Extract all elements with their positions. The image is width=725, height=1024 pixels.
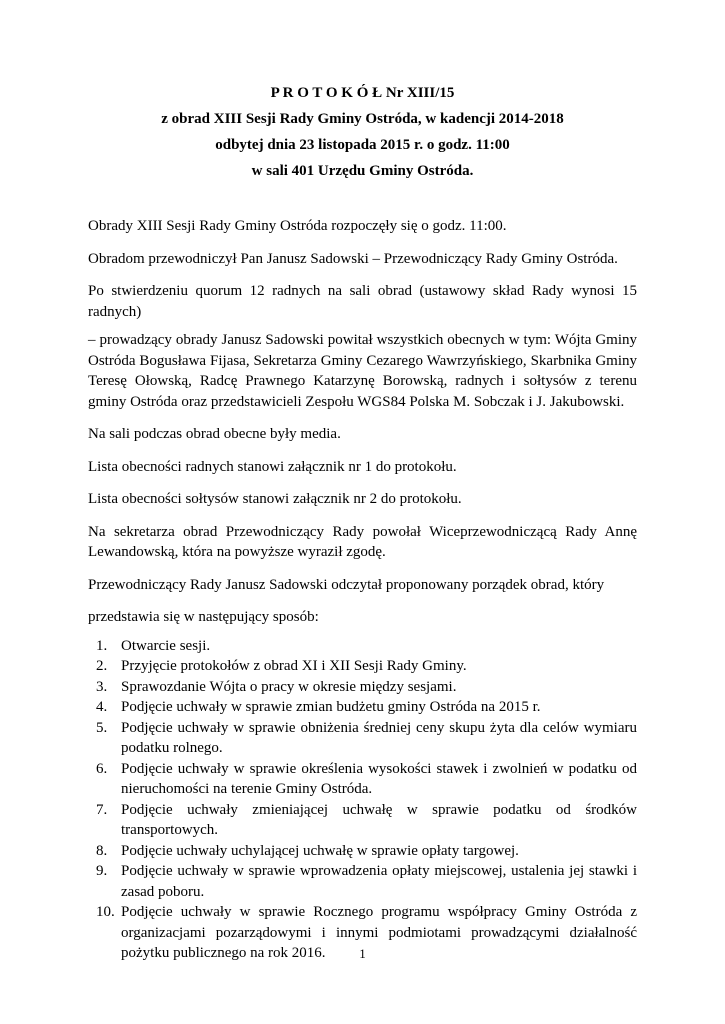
agenda-item-number: 7. (96, 801, 108, 818)
paragraph-agenda-intro-cont: przedstawia się w następujący sposób: (88, 609, 319, 625)
protocol-header (88, 80, 637, 184)
agenda-item-number: 5. (96, 719, 108, 736)
agenda-item (88, 800, 637, 841)
agenda-item (88, 841, 637, 862)
agenda-item-number: 9. (96, 863, 108, 879)
agenda-item-number: 8. (96, 842, 108, 859)
agenda-item-text: Podjęcie uchwały w sprawie zmian budżetu gminy Ostróda na 2015 r. (121, 699, 541, 715)
agenda-item-text: Podjęcie uchwały w sprawie określenia wysokości stawek i zwolnień w podatku od nieruchomości na terenie Gminy Ostróda. (121, 760, 637, 797)
session-subtitle: z obrad XIII Sesji Rady Gminy Ostróda, w kadencji 2014-2018 (161, 111, 564, 127)
agenda-item-text: Sprawozdanie Wójta o pracy w okresie między sesjami. (121, 678, 457, 695)
session-location: w sali 401 Urzędu Gminy Ostróda. (251, 163, 474, 179)
agenda-item-text: Podjęcie uchwały w sprawie obniżenia średniej ceny skupu żyta dla celów wymiaru podatku rolnego. (121, 719, 637, 756)
session-date: odbytej dnia 23 listopada 2015 r. o godz. 11:00 (215, 137, 510, 153)
agenda-item-number: 1. (96, 637, 108, 654)
agenda-item-text: Podjęcie uchwały w sprawie wprowadzenia opłaty miejscowej, ustalenia jej stawki i zasad poboru. (121, 863, 637, 900)
agenda-item-text: Podjęcie uchwały zmieniającej uchwałę w sprawie podatku od środków transportowych. (121, 801, 637, 838)
agenda-item (88, 861, 637, 902)
agenda-item (88, 759, 637, 800)
agenda-item-number: 10. (96, 904, 115, 920)
paragraph-attachment-1: Lista obecności radnych stanowi załącznik nr 1 do protokołu. (88, 458, 457, 475)
page-number: 1 (359, 946, 366, 961)
agenda-item-number: 2. (96, 658, 108, 674)
agenda-item (88, 697, 637, 718)
paragraph-opening: Obrady XIII Sesji Rady Gminy Ostróda rozpoczęły się o godz. 11:00. (88, 218, 507, 234)
agenda-item-number: 3. (96, 678, 108, 695)
agenda-item-number: 6. (96, 760, 108, 777)
agenda-item (88, 656, 637, 677)
agenda-item (88, 677, 637, 698)
agenda-item-number: 4. (96, 699, 108, 715)
agenda-item-text: Przyjęcie protokołów z obrad XI i XII Sesji Rady Gminy. (121, 658, 467, 674)
paragraph-agenda-intro: Przewodniczący Rady Janusz Sadowski odczytał proponowany porządek obrad, który (88, 576, 605, 593)
paragraph-secretary: Na sekretarza obrad Przewodniczący Rady powołał Wiceprzewodniczącą Rady Annę Lewandowską, która na powyższe wyraził zgodę. (88, 523, 637, 560)
protocol-title: P R O T O K Ó Ł Nr XIII/15 (270, 85, 455, 101)
agenda-item (88, 718, 637, 759)
agenda-item (88, 636, 637, 657)
agenda-item-text: Podjęcie uchwały w sprawie Rocznego programu współpracy Gminy Ostróda z organizacjami pozarządowymi i innymi podmiotami prowadzącymi działalność pożytku publicznego na rok 2016. (121, 904, 637, 961)
paragraph-media: Na sali podczas obrad obecne były media. (88, 426, 341, 442)
agenda-item-text: Podjęcie uchwały uchylającej uchwałę w sprawie opłaty targowej. (121, 842, 519, 859)
paragraph-attachment-2: Lista obecności sołtysów stanowi załącznik nr 2 do protokołu. (88, 491, 462, 507)
agenda-list (88, 636, 637, 964)
paragraph-attendees: – prowadzący obrady Janusz Sadowski powitał wszystkich obecnych w tym: Wójta Gminy Ostróda Bogusława Fijasa, Sekretarza Gminy Cezarego Wawrzyńskiego, Skarbnika Gminy Teresę Ołowską, Radcę Prawnego Katarzynę Borowską, radnych i sołtysów z terenu gminy Ostróda oraz przedstawicieli Zespołu WGS84 Polska M. Sobczak i J. Jakubowski. (88, 332, 637, 410)
paragraph-quorum: Po stwierdzeniu quorum 12 radnych na sali obrad (ustawowy skład Rady wynosi 15 radnych) (88, 283, 637, 320)
agenda-item-text: Otwarcie sesji. (121, 637, 211, 654)
paragraph-chair: Obradom przewodniczył Pan Janusz Sadowski – Przewodniczący Rady Gminy Ostróda. (88, 250, 618, 267)
